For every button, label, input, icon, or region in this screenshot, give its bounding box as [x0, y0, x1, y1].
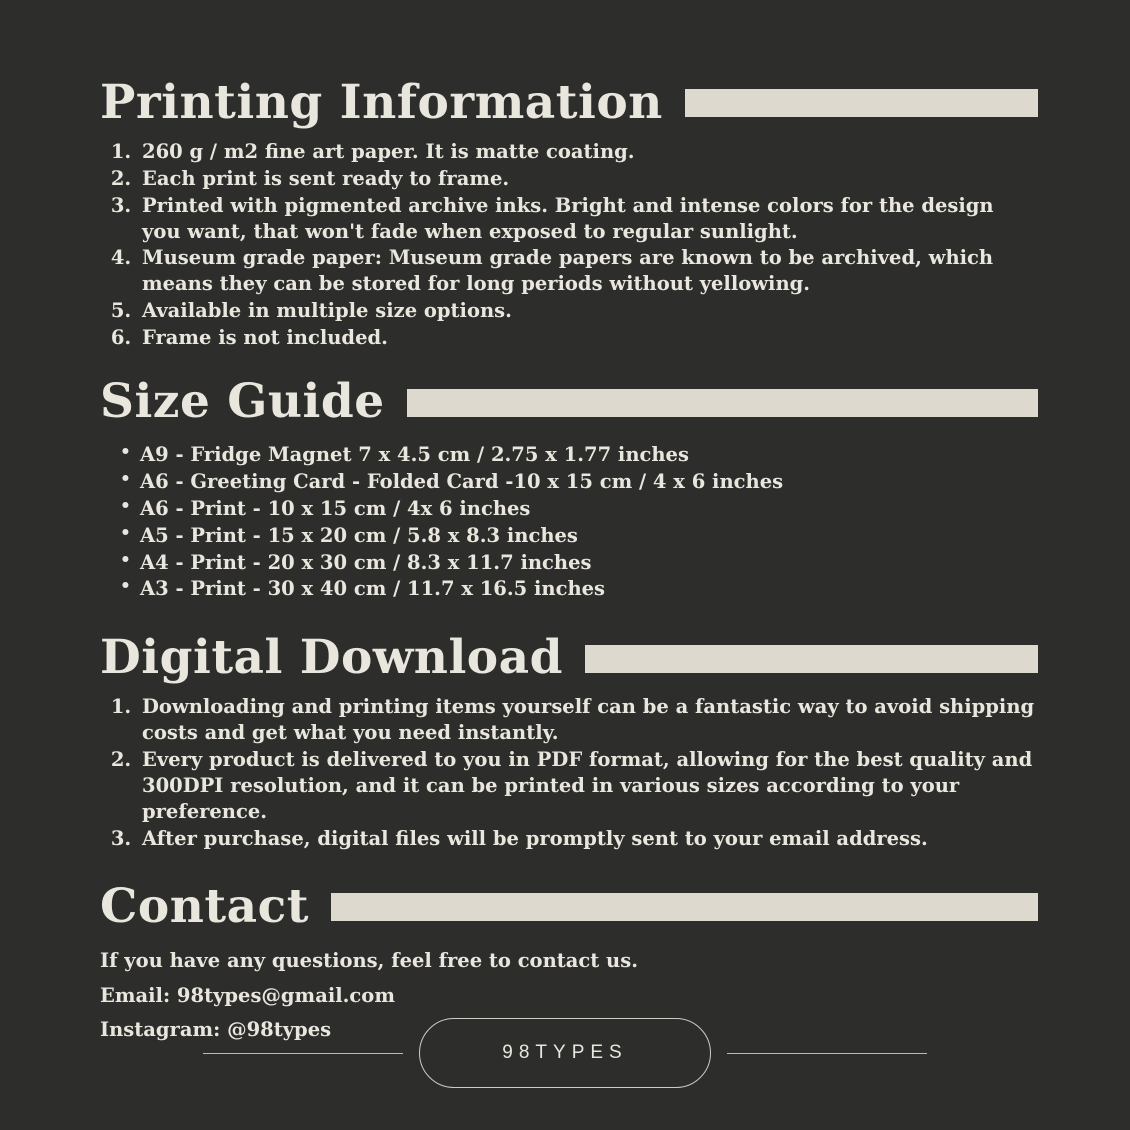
section-printing-information [100, 75, 1038, 351]
contact-instagram: Instagram: @98types [100, 1018, 332, 1042]
list-item: 2. Each print is sent ready to frame. [138, 166, 1038, 192]
list-item: • A4 - Print - 20 x 30 cm / 8.3 x 11.7 inches [136, 550, 1038, 577]
list-item: • A9 - Fridge Magnet 7 x 4.5 cm / 2.75 x 1.77 inches [136, 442, 1038, 469]
header-rule-contact [331, 893, 1038, 921]
footer-brand [0, 1018, 1130, 1088]
section-header-contact [100, 878, 1038, 934]
header-rule-digital-download [585, 645, 1038, 673]
section-title-size-guide: Size Guide [100, 374, 385, 430]
section-title-printing: Printing Information [100, 75, 663, 130]
list-item: 5. Available in multiple size options. [138, 298, 1038, 324]
digital-download-list [100, 694, 1038, 852]
footer-rule-left [203, 1053, 403, 1054]
list-item: • A6 - Greeting Card - Folded Card -10 x 15 cm / 4 x 6 inches [136, 469, 1038, 496]
section-title-contact: Contact [100, 878, 309, 934]
section-digital-download [100, 630, 1038, 851]
section-header-digital-download [100, 630, 1038, 686]
list-item: 4. Museum grade paper: Museum grade papers are known to be archived, which means they can be stored for long periods without yellowing. [138, 245, 1038, 297]
header-rule-size-guide [407, 389, 1038, 417]
brand-logo: 98TYPES [419, 1018, 711, 1088]
list-item: 1. Downloading and printing items yourself can be a fantastic way to avoid shipping costs and get what you need instantly. [138, 694, 1038, 746]
list-item: 6. Frame is not included. [138, 325, 1038, 351]
list-item: 3. After purchase, digital files will be promptly sent to your email address. [138, 826, 1038, 852]
printing-list [100, 139, 1038, 351]
contact-intro: If you have any questions, feel free to contact us. [100, 949, 639, 973]
list-item: 3. Printed with pigmented archive inks. Bright and intense colors for the design you want, that won't fade when exposed to regular sunlight. [138, 193, 1038, 245]
header-rule-printing [685, 89, 1038, 117]
list-item: • A5 - Print - 15 x 20 cm / 5.8 x 8.3 inches [136, 523, 1038, 550]
footer-rule-right [727, 1053, 927, 1054]
section-header-size-guide [100, 374, 1038, 430]
contact-email: Email: 98types@gmail.com [100, 983, 395, 1007]
list-item: 2. Every product is delivered to you in PDF format, allowing for the best quality and 300DPI resolution, and it can be printed in various sizes according to your preference. [138, 747, 1038, 825]
section-size-guide [100, 374, 1038, 603]
list-item: • A3 - Print - 30 x 40 cm / 11.7 x 16.5 inches [136, 576, 1038, 603]
size-guide-list [100, 442, 1038, 603]
list-item: • A6 - Print - 10 x 15 cm / 4x 6 inches [136, 496, 1038, 523]
section-header-printing [100, 75, 1038, 130]
section-title-digital-download: Digital Download [100, 630, 563, 686]
list-item: 1. 260 g / m2 fine art paper. It is matte coating. [138, 139, 1038, 165]
